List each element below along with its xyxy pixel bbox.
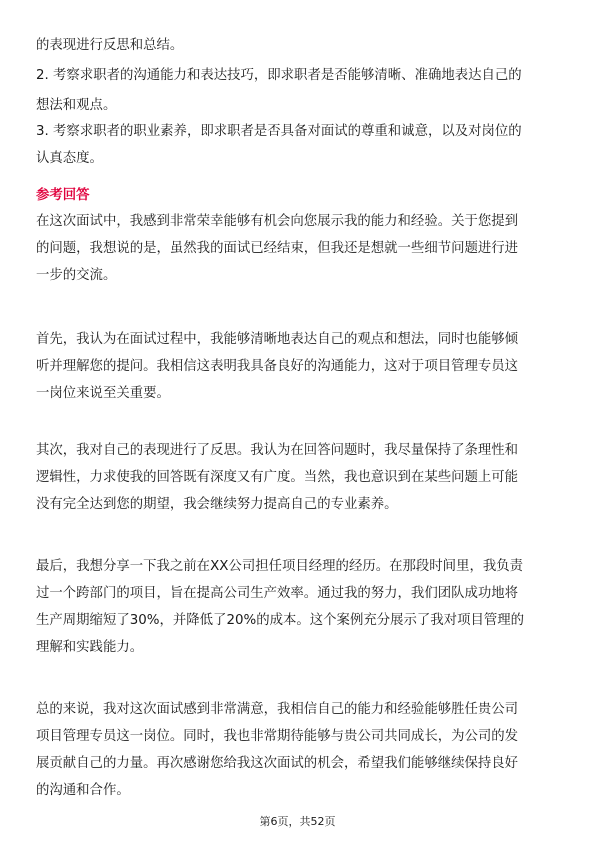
paragraph-line: 总的来说，我对这次面试感到非常满意，我相信自己的能力和经验能够胜任贵公司	[36, 702, 519, 717]
intro-line: 认真态度。	[36, 151, 103, 166]
paragraph-line: 其次，我对自己的表现进行了反思。我认为在回答问题时，我尽量保持了条理性和	[36, 443, 519, 458]
intro-line: 的表现进行反思和总结。	[36, 38, 184, 53]
intro-line: 3. 考察求职者的职业素养，即求职者是否具备对面试的尊重和诚意，以及对岗位的	[36, 124, 522, 139]
paragraph-line: 首先，我认为在面试过程中，我能够清晰地表达自己的观点和想法，同时也能够倾	[36, 332, 519, 347]
paragraph-line: 过一个跨部门的项目，旨在提高公司生产效率。通过我的努力，我们团队成功地将	[36, 586, 519, 601]
intro-line: 2. 考察求职者的沟通能力和表达技巧，即求职者是否能够清晰、准确地表达自己的	[36, 68, 522, 83]
paragraph-line: 最后，我想分享一下我之前在XX公司担任项目经理的经历。在那段时间里，我负责	[36, 559, 524, 574]
page-number: 第6页，共52页	[259, 815, 336, 828]
paragraph-line: 的问题，我想说的是，虽然我的面试已经结束，但我还是想就一些细节问题进行进	[36, 241, 519, 256]
paragraph-line: 在这次面试中，我感到非常荣幸能够有机会向您展示我的能力和经验。关于您提到	[36, 214, 519, 229]
paragraph-line: 一岗位来说至关重要。	[36, 386, 170, 401]
paragraph-line: 听并理解您的提问。我相信这表明我具备良好的沟通能力，这对于项目管理专员这	[36, 359, 519, 374]
paragraph-line: 没有完全达到您的期望，我会继续努力提高自己的专业素养。	[36, 497, 398, 512]
paragraph-line: 的沟通和合作。	[36, 783, 130, 798]
paragraph-line: 逻辑性，力求使我的回答既有深度又有广度。当然，我也意识到在某些问题上可能	[36, 470, 519, 485]
paragraph-line: 项目管理专员这一岗位。同时，我也非常期待能够与贵公司共同成长，为公司的发	[36, 729, 519, 744]
paragraph-line: 生产周期缩短了30%，并降低了20%的成本。这个案例充分展示了我对项目管理的	[36, 613, 525, 628]
section-heading: 参考回答	[36, 188, 90, 203]
intro-line: 想法和观点。	[36, 98, 117, 113]
paragraph-line: 展贡献自己的力量。再次感谢您给我这次面试的机会，希望我们能够继续保持良好	[36, 756, 519, 771]
paragraph-line: 一步的交流。	[36, 268, 117, 283]
paragraph-line: 理解和实践能力。	[36, 640, 144, 655]
